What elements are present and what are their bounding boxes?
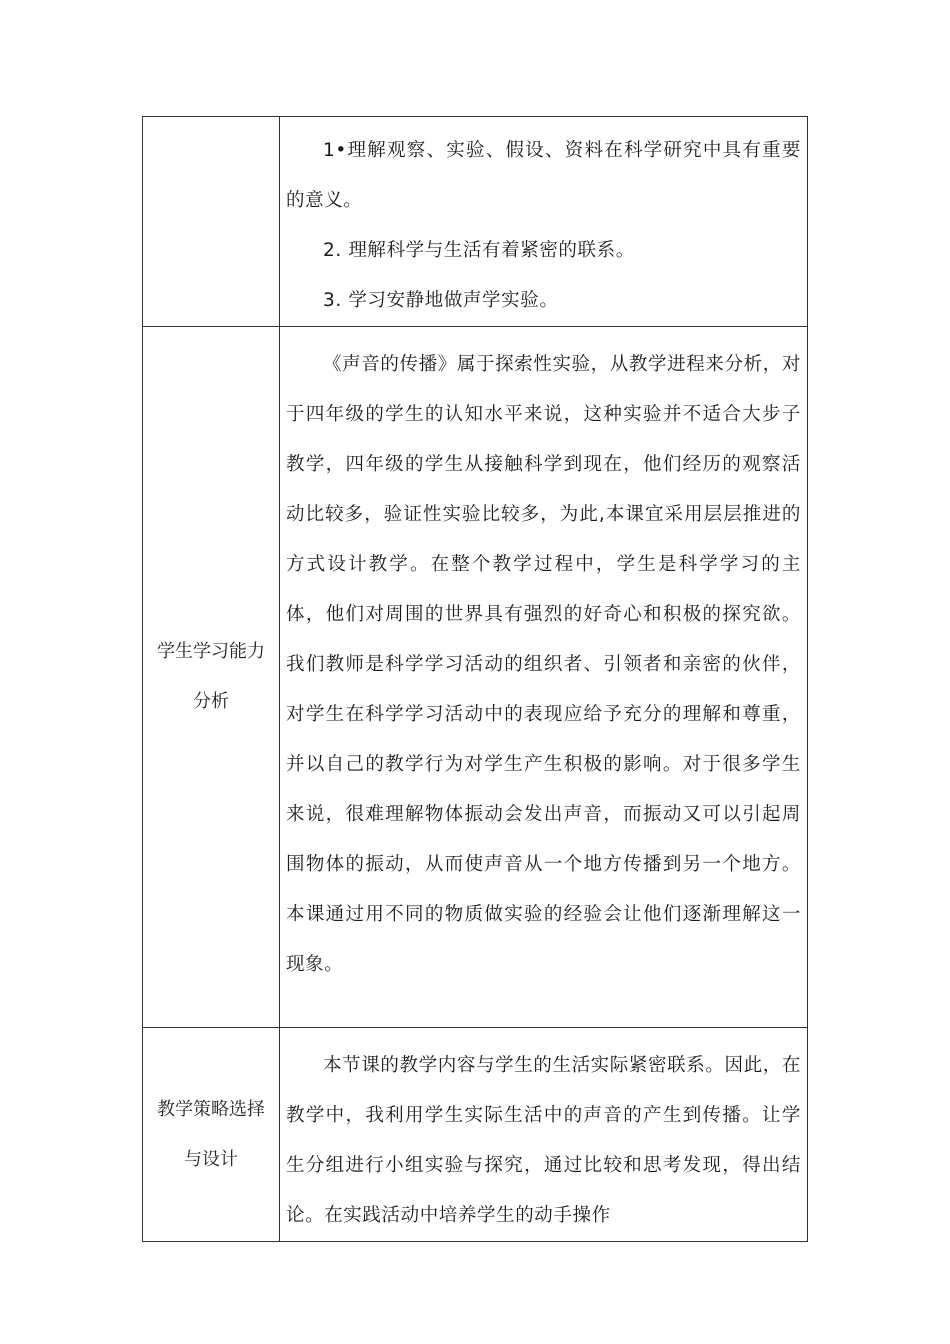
student-ability-paragraph: 《声音的传播》属于探索性实验，从教学进程来分析，对于四年级的学生的认知水平来说，这种实验并不适合大步子教学，四年级的学生从接触科学到现在，他们经历的观察活动比较多，验证性实验比较多，为此,本课宜采用层层推进的方式设计教学。在整个教学过程中，学生是科学学习的主体，他们对周围的世界具有强烈的好奇心和积极的探究欲。我们教师是科学学习活动的组织者、引领者和亲密的伙伴，对学生在科学学习活动中的表现应给予充分的理解和尊重，并以自己的教学行为对学生产生积极的影响。对于很多学生来说，很难理解物体振动会发出声音，而振动又可以引起周围物体的振动，从而使声音从一个地方传播到另一个地方。本课通过用不同的物质做实验的经验会让他们逐渐理解这一现象。 — [286, 354, 801, 975]
objective-item-2: 2. 理解科学与生活有着紧密的联系。 — [323, 240, 635, 261]
row-label: 学生学习能力分析 — [157, 641, 265, 712]
teaching-strategy-paragraph: 本节课的教学内容与学生的生活实际紧密联系。因此，在教学中，我利用学生实际生活中的声音的产生到传播。让学生分组进行小组实验与探究，通过比较和思考发现，得出结论。在实践活动中培养学生的动手操作 — [286, 1055, 801, 1226]
row-content-cell — [280, 1028, 808, 1242]
objective-item-3: 3. 学习安静地做声学实验。 — [323, 290, 559, 311]
row-content-cell — [280, 117, 808, 327]
objective-item-1: 1•理解观察、实验、假设、资料在科学研究中具有重要的意义。 — [286, 140, 801, 211]
lesson-plan-table — [142, 116, 808, 1242]
row-label-cell — [143, 327, 280, 1028]
row-label-cell — [143, 1028, 280, 1242]
row-content-cell — [280, 327, 808, 1028]
table-row-teaching-strategy — [143, 1028, 808, 1242]
table-row-objectives — [143, 117, 808, 327]
table-row-student-ability — [143, 327, 808, 1028]
row-label: 教学策略选择与设计 — [157, 1098, 265, 1170]
row-label-cell — [143, 117, 280, 327]
